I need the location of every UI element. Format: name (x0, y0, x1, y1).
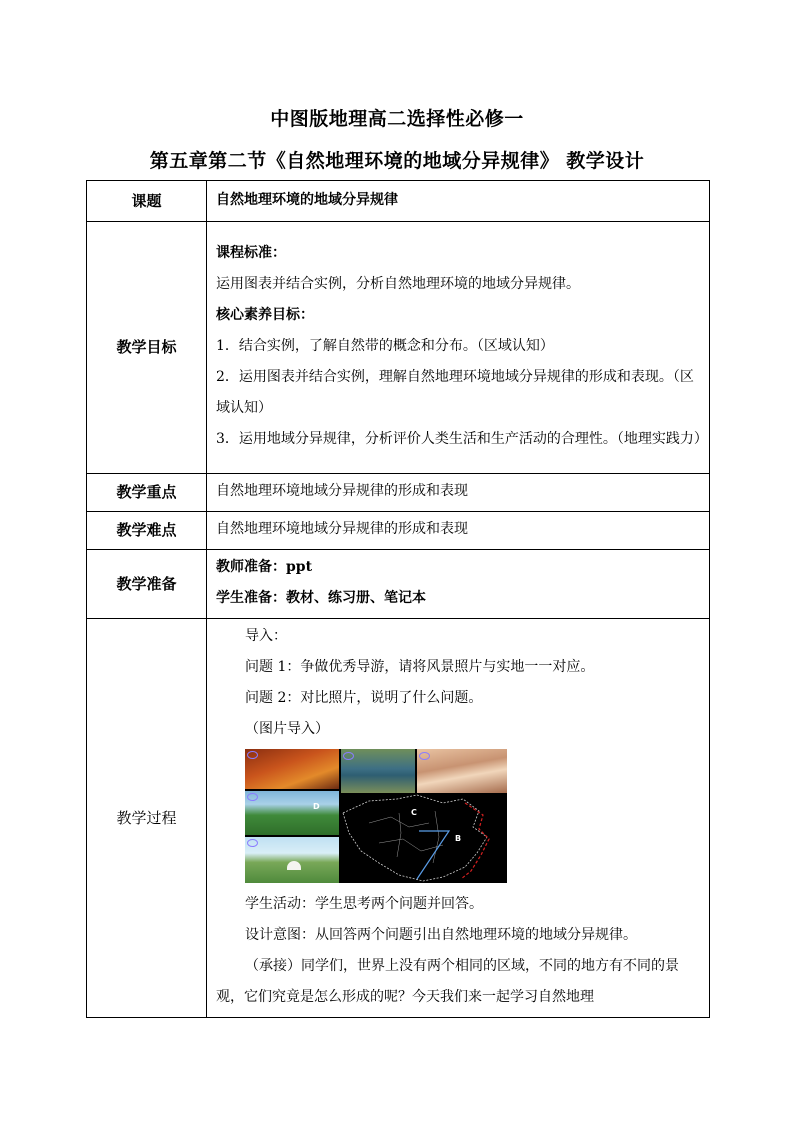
goals-cell (207, 222, 710, 474)
core-heading: 核心素养目标： (216, 307, 314, 323)
question-2: 问题 2：对比照片，说明了什么问题。 (245, 690, 483, 706)
standard-heading: 课程标准： (216, 245, 286, 261)
doc-subtitle: 第五章第二节《自然地理环境的地域分异规律》 教学设计 (149, 150, 645, 172)
label-ring (247, 793, 258, 801)
row-process (87, 619, 710, 1018)
row-topic (87, 181, 710, 222)
prep-label: 教学准备 (87, 550, 207, 619)
lesson-plan-table (86, 180, 710, 1018)
yurt-shape (287, 861, 301, 870)
row-key-points (87, 474, 710, 512)
goal-item-3: 3．运用地域分异规律，分析评价人类生活和生产活动的合理性。（地理实践力） (216, 431, 708, 447)
topic-value: 自然地理环境的地域分异规律 (207, 181, 710, 222)
standard-text: 运用图表并结合实例，分析自然地理环境的地域分异规律。 (216, 276, 580, 292)
student-prep: 学生准备：教材、练习册、笔记本 (216, 590, 426, 606)
map-label-d: D (313, 802, 320, 811)
landscape-photo-collage (245, 749, 507, 891)
picture-note: （图片导入） (245, 721, 329, 737)
teacher-prep: 教师准备：ppt (216, 559, 313, 575)
transition-text: （承接）同学们，世界上没有两个相同的区域，不同的地方有不同的景观，它们究竟是怎么形成的呢？今天我们来一起学习自然地理 (216, 958, 679, 1005)
label-ring (419, 752, 430, 760)
row-goals (87, 222, 710, 474)
process-cell (207, 619, 710, 1018)
map-provinces (369, 811, 443, 863)
grassland-yurt-photo (245, 837, 339, 883)
question-1: 问题 1：争做优秀导游，请将风景照片与实地一一对应。 (245, 659, 595, 675)
map-label-a: A (417, 882, 424, 891)
intro-heading: 导入： (245, 628, 287, 644)
difficult-value: 自然地理环境地域分异规律的形成和表现 (207, 512, 710, 550)
tropical-coast-photo (245, 791, 339, 835)
label-ring (247, 839, 258, 847)
design-intent: 设计意图：从回答两个问题引出自然地理环境的地域分异规律。 (245, 927, 637, 943)
student-activity: 学生活动：学生思考两个问题并回答。 (245, 896, 483, 912)
label-ring (343, 752, 354, 760)
key-label: 教学重点 (87, 474, 207, 512)
doc-title: 中图版地理高二选择性必修一 (270, 108, 524, 130)
china-outline-map (339, 793, 507, 883)
map-label-b: B (455, 834, 462, 843)
key-value: 自然地理环境地域分异规律的形成和表现 (207, 474, 710, 512)
label-ring (247, 751, 258, 759)
difficult-label: 教学难点 (87, 512, 207, 550)
goal-item-1: 1．结合实例，了解自然带的概念和分布。（区域认知） (216, 338, 554, 354)
goal-item-2: 2．运用图表并结合实例，理解自然地理环境地域分异规律的形成和表现。（区域认知） (216, 369, 694, 416)
row-difficult-points (87, 512, 710, 550)
map-label-c: C (411, 808, 417, 817)
prep-cell (207, 550, 710, 619)
goals-label: 教学目标 (87, 222, 207, 474)
row-preparation (87, 550, 710, 619)
topic-label: 课题 (87, 181, 207, 222)
process-label: 教学过程 (87, 619, 207, 1018)
desert-dunes-photo (417, 749, 507, 793)
autumn-forest-photo (245, 749, 339, 789)
